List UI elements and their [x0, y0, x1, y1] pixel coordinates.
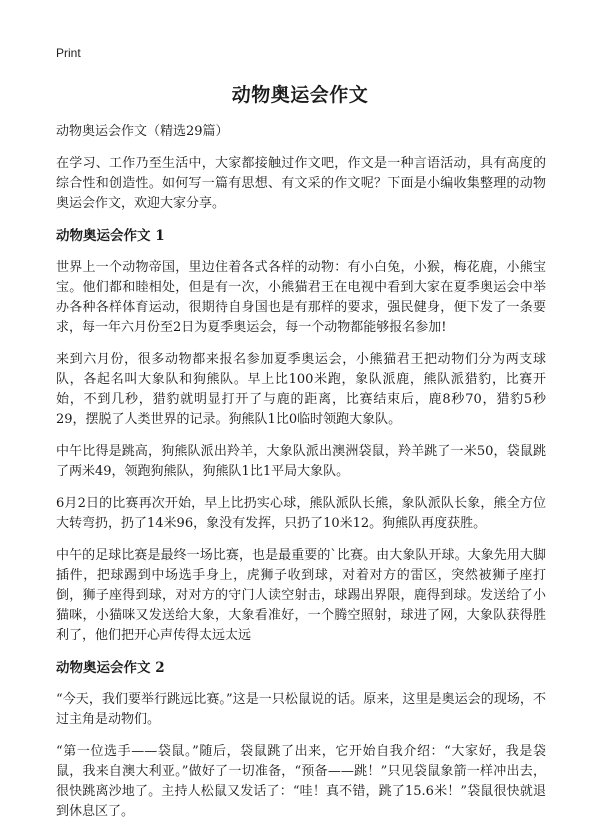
intro-paragraph: 在学习、工作乃至生活中，大家都接触过作文吧，作文是一种言语活动，具有高度的综合性和创造性。如何写一篇有思想、有文采的作文呢？下面是小编收集整理的动物奥运会作文，欢迎大家分享。: [56, 156, 546, 211]
page-title: 动物奥运会作文: [231, 84, 369, 106]
section-heading-1: 动物奥运会作文 1: [56, 228, 165, 244]
section-1-paragraph: 6月2日的比赛再次开始，早上比扔实心球，熊队派队长熊，象队派队长象，熊全方位大转弯扔，扔了14米96，象没有发挥，只扔了10米12。狗熊队再度获胜。: [56, 496, 546, 531]
section-1-paragraph: 来到六月份，很多动物都来报名参加夏季奥运会，小熊猫君王把动物们分为两支球队，各起名叫大象队和狗熊队。早上比100米跑，象队派鹿，熊队派猎豹，比赛开始，不到几秒，猎豹就明显打开了与鹿的距离，比赛结束后，鹿8秒70，猎豹5秒29，摆脱了人类世界的记录。狗熊队1比0临时领跑大象队。: [56, 352, 546, 427]
section-1-paragraph: 中午的足球比赛是最终一场比赛，也是最重要的`比赛。由大象队开球。大象先用大脚插件，把球踢到中场选手身上，虎狮子收到球，对着对方的雷区，突然被狮子座打倒，狮子座得到球，对对方的守门人读空射击，球踢出界限，鹿得到球。发送给了小猫咪，小猫咪又发送给大象，大象看准好，一个腾空照射，球进了网，大象队获得胜利了，他们把开心声传得太远太远: [56, 548, 546, 643]
section-heading-2: 动物奥运会作文 2: [56, 660, 165, 676]
section-2-paragraph: “今天，我们要举行跳远比赛。”这是一只松鼠说的话。原来，这里是奥运会的现场，不过主角是动物们。: [56, 692, 546, 727]
section-1-paragraph: 世界上一个动物帝国，里边住着各式各样的动物：有小白兔，小猴，梅花鹿，小熊宝宝。他们都和睦相处，但是有一次，小熊猫君王在电视中看到大家在夏季奥运会中举办各种各样体育运动，很期待自身国也是有那样的要求，强民健身，便下发了一条要求，每一年六月份至2日为夏季奥运会，每一个动物都能够报名参加!: [56, 260, 546, 335]
article-subtitle: 动物奥运会作文（精选29篇）: [56, 124, 229, 139]
article-body: [56, 122, 546, 834]
section-2-paragraph: “第一位选手——袋鼠。”随后，袋鼠跳了出来，它开始自我介绍：“大家好，我是袋鼠，我来自澳大利亚。”做好了一切准备，“预备——跳！”只见袋鼠象箭一样冲出去，很快跳离沙地了。主持人松鼠又发话了：“哇！真不错，跳了15.6米！”袋鼠很快就退到休息区了。: [56, 744, 546, 819]
section-1-paragraph: 中午比得是跳高，狗熊队派出羚羊，大象队派出澳洲袋鼠，羚羊跳了一米50，袋鼠跳了两米49，领跑狗熊队，狗熊队1比1平局大象队。: [56, 444, 546, 479]
print-link[interactable]: Print: [56, 46, 81, 60]
